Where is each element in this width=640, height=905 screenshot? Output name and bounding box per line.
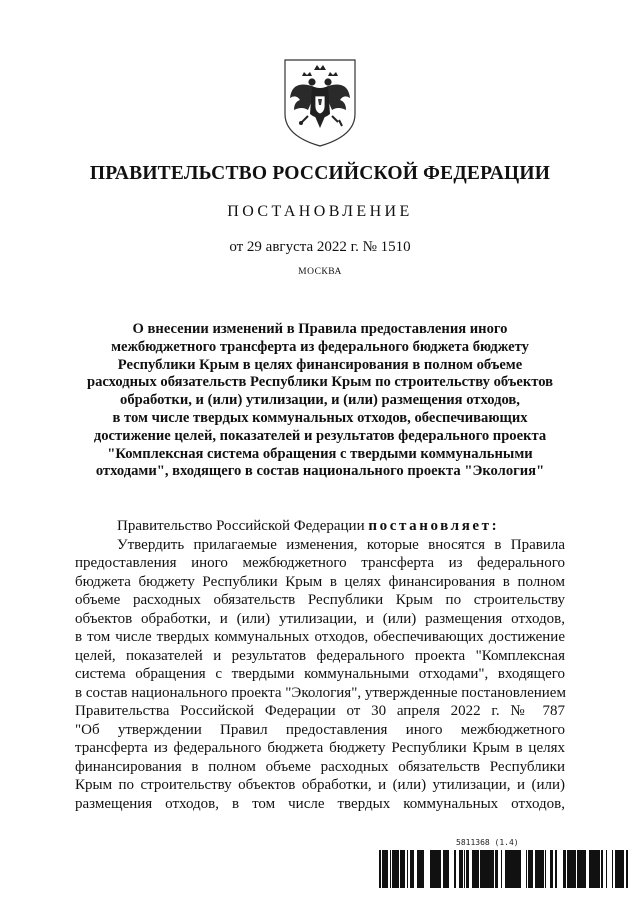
barcode-bar xyxy=(520,850,521,888)
body-line: объектов обработки, и (или) утилизации, и (или) размещения отходов, xyxy=(75,610,565,627)
barcode-bar xyxy=(495,850,498,888)
barcode-bar xyxy=(445,850,448,888)
barcode-bar xyxy=(481,850,484,888)
barcode-bar xyxy=(455,850,456,888)
title-line: "Комплексная система обращения с твердыми коммунальными xyxy=(107,445,533,462)
barcode-bar xyxy=(531,850,532,888)
barcode-bar xyxy=(606,850,607,888)
barcode-bar xyxy=(580,850,582,888)
barcode-bar xyxy=(422,850,424,888)
intro-prefix: Правительство Российской Федерации xyxy=(117,518,369,534)
barcode-bar xyxy=(417,850,418,888)
barcode-bar xyxy=(439,850,441,888)
intro-decree-word: постановляет: xyxy=(368,518,500,534)
barcode-bar xyxy=(598,850,599,888)
document-title xyxy=(70,321,570,481)
document-type: ПОСТАНОВЛЕНИЕ xyxy=(227,203,413,220)
title-line: расходных обязательств Республики Крым по строительству объектов xyxy=(86,374,554,391)
barcode-bar xyxy=(556,850,557,888)
barcode-bar xyxy=(618,850,621,888)
barcode-bar xyxy=(461,850,462,888)
barcode-bar xyxy=(387,850,388,888)
barcode-bar xyxy=(599,850,600,888)
barcode-bar xyxy=(478,850,479,888)
barcode-bar xyxy=(589,850,591,888)
body-line: Крым по строительству объектов обработки, и (или) утилизации, и (или) xyxy=(75,777,565,793)
barcode-bar xyxy=(612,850,613,888)
barcode-bar xyxy=(432,850,433,888)
barcode-bar xyxy=(472,850,475,888)
barcode-bar xyxy=(505,850,507,888)
barcode-bar xyxy=(419,850,421,888)
barcode-bar xyxy=(511,850,514,888)
title-line: обработки, и (или) утилизации, и (или) размещения отходов, xyxy=(120,392,520,409)
body-line: целей, показателей и результатов федерального проекта "Комплексная xyxy=(75,647,565,664)
barcode-bar xyxy=(394,850,396,888)
barcode-bar xyxy=(542,850,544,888)
barcode-bar xyxy=(528,850,530,888)
barcode-bar xyxy=(514,850,516,888)
barcode-bar xyxy=(412,850,413,888)
body-line: Правительства Российской Федерации от 30 апреля 2022 г. № 787 xyxy=(75,703,565,719)
barcode-bar xyxy=(593,850,595,888)
barcode-bar xyxy=(585,850,586,888)
title-line: достижение целей, показателей и результатов федерального проекта xyxy=(93,427,547,444)
barcode-bar xyxy=(467,850,468,888)
barcode-bar xyxy=(623,850,624,888)
body-line: трансферта из федерального бюджета бюджету Республики Крым в целях xyxy=(75,740,565,756)
barcode-bar xyxy=(476,850,478,888)
barcode-bar xyxy=(550,850,552,888)
body-line: размещения отходов, в том числе твердых коммунальных отходов, xyxy=(75,795,565,812)
barcode-bar xyxy=(392,850,394,888)
barcode-bar xyxy=(510,850,511,888)
barcode-bar xyxy=(475,850,476,888)
body-line: в том числе твердых коммунальных отходов, обеспечивающих достижение xyxy=(75,629,565,645)
title-line: в том числе твердых коммунальных отходов, обеспечивающих xyxy=(112,409,528,426)
barcode-bar xyxy=(627,850,628,888)
barcode-bar xyxy=(485,850,488,888)
barcode-bar xyxy=(582,850,584,888)
barcode-bar xyxy=(567,850,569,888)
barcode-bar xyxy=(379,850,380,888)
barcode-bar xyxy=(410,850,412,888)
barcode-bar xyxy=(538,850,539,888)
barcode-bar xyxy=(572,850,575,888)
barcode-bar xyxy=(584,850,585,888)
barcode-bar xyxy=(434,850,437,888)
barcode-bar xyxy=(448,850,449,888)
barcode-bar xyxy=(518,850,520,888)
body-line: объеме расходных обязательств Республики Крым по строительству xyxy=(75,592,565,608)
body-line: Утвердить прилагаемые изменения, которые вносятся в Правила xyxy=(117,536,565,553)
barcode-bar xyxy=(537,850,538,888)
barcode-bar xyxy=(535,850,537,888)
barcode-bar xyxy=(384,850,387,888)
barcode-bar xyxy=(390,850,391,888)
body-line: предоставления иного межбюджетного трансферта из федерального xyxy=(75,555,565,571)
barcode-bar xyxy=(407,850,408,888)
barcode-bar xyxy=(468,850,469,888)
barcode-bar xyxy=(488,850,491,888)
barcode-bar xyxy=(421,850,422,888)
barcode-bar xyxy=(555,850,556,888)
barcode-bar xyxy=(552,850,553,888)
barcode xyxy=(378,850,628,888)
barcode-bar xyxy=(464,850,465,888)
body-line: система обращения с твердыми коммунальными отходами", входящего xyxy=(75,666,565,682)
barcode-bar xyxy=(526,850,527,888)
barcode-bar xyxy=(491,850,494,888)
barcode-bar xyxy=(530,850,531,888)
barcode-bar xyxy=(460,850,461,888)
barcode-bar xyxy=(595,850,598,888)
title-line: Республики Крым в целях финансирования в полном объеме xyxy=(117,356,523,373)
barcode-block xyxy=(378,838,628,902)
coat-of-arms-emblem xyxy=(282,56,358,148)
title-line: отходами", входящего в состав национального проекта "Экология" xyxy=(95,463,545,480)
title-line: межбюджетного трансферта из федерального бюджета бюджету xyxy=(111,338,529,355)
barcode-bar xyxy=(601,850,602,888)
barcode-bar xyxy=(602,850,603,888)
barcode-bar xyxy=(430,850,432,888)
barcode-bar xyxy=(443,850,445,888)
barcode-bar xyxy=(400,850,401,888)
barcode-bar xyxy=(621,850,622,888)
body-line: "Об утверждении Правил предоставления иного межбюджетного xyxy=(75,721,565,738)
barcode-bar xyxy=(616,850,618,888)
barcode-bar xyxy=(626,850,627,888)
barcode-bar xyxy=(622,850,623,888)
barcode-bar xyxy=(563,850,566,888)
barcode-bar xyxy=(396,850,399,888)
document-body xyxy=(75,517,565,813)
barcode-number: 5811368 (1.4) xyxy=(456,838,519,847)
barcode-bar xyxy=(466,850,467,888)
date-and-number: от 29 августа 2022 г. № 1510 xyxy=(229,239,411,255)
barcode-bar xyxy=(539,850,542,888)
body-line: в состав национального проекта "Экология", утвержденные постановлением xyxy=(75,684,566,701)
barcode-bar xyxy=(577,850,580,888)
barcode-bar xyxy=(545,850,546,888)
barcode-bar xyxy=(418,850,419,888)
government-heading: ПРАВИТЕЛЬСТВО РОССИЙСКОЙ ФЕДЕРАЦИИ xyxy=(89,163,551,184)
barcode-bar xyxy=(462,850,463,888)
barcode-bar xyxy=(615,850,616,888)
barcode-bar xyxy=(569,850,572,888)
barcode-bar xyxy=(516,850,518,888)
barcode-bar xyxy=(380,850,381,888)
barcode-bar xyxy=(413,850,414,888)
barcode-bar xyxy=(575,850,576,888)
barcode-bar xyxy=(459,850,460,888)
barcode-bar xyxy=(484,850,485,888)
barcode-bar xyxy=(592,850,593,888)
barcode-bar xyxy=(507,850,510,888)
barcode-bar xyxy=(382,850,384,888)
barcode-bar xyxy=(437,850,439,888)
body-line: бюджета бюджету Республики Крым в целях финансирования в полном xyxy=(75,573,565,590)
barcode-bar xyxy=(480,850,481,888)
title-line: О внесении изменений в Правила предоставления иного xyxy=(132,321,508,337)
barcode-bar xyxy=(591,850,592,888)
barcode-bar xyxy=(501,850,502,888)
body-line: финансирования в полном объеме расходных обязательств Республики xyxy=(75,758,565,775)
city: МОСКВА xyxy=(298,267,342,277)
barcode-bar xyxy=(401,850,403,888)
barcode-bar xyxy=(454,850,455,888)
intro-line xyxy=(75,517,565,536)
barcode-bar xyxy=(532,850,533,888)
barcode-bar xyxy=(403,850,405,888)
barcode-bar xyxy=(433,850,434,888)
